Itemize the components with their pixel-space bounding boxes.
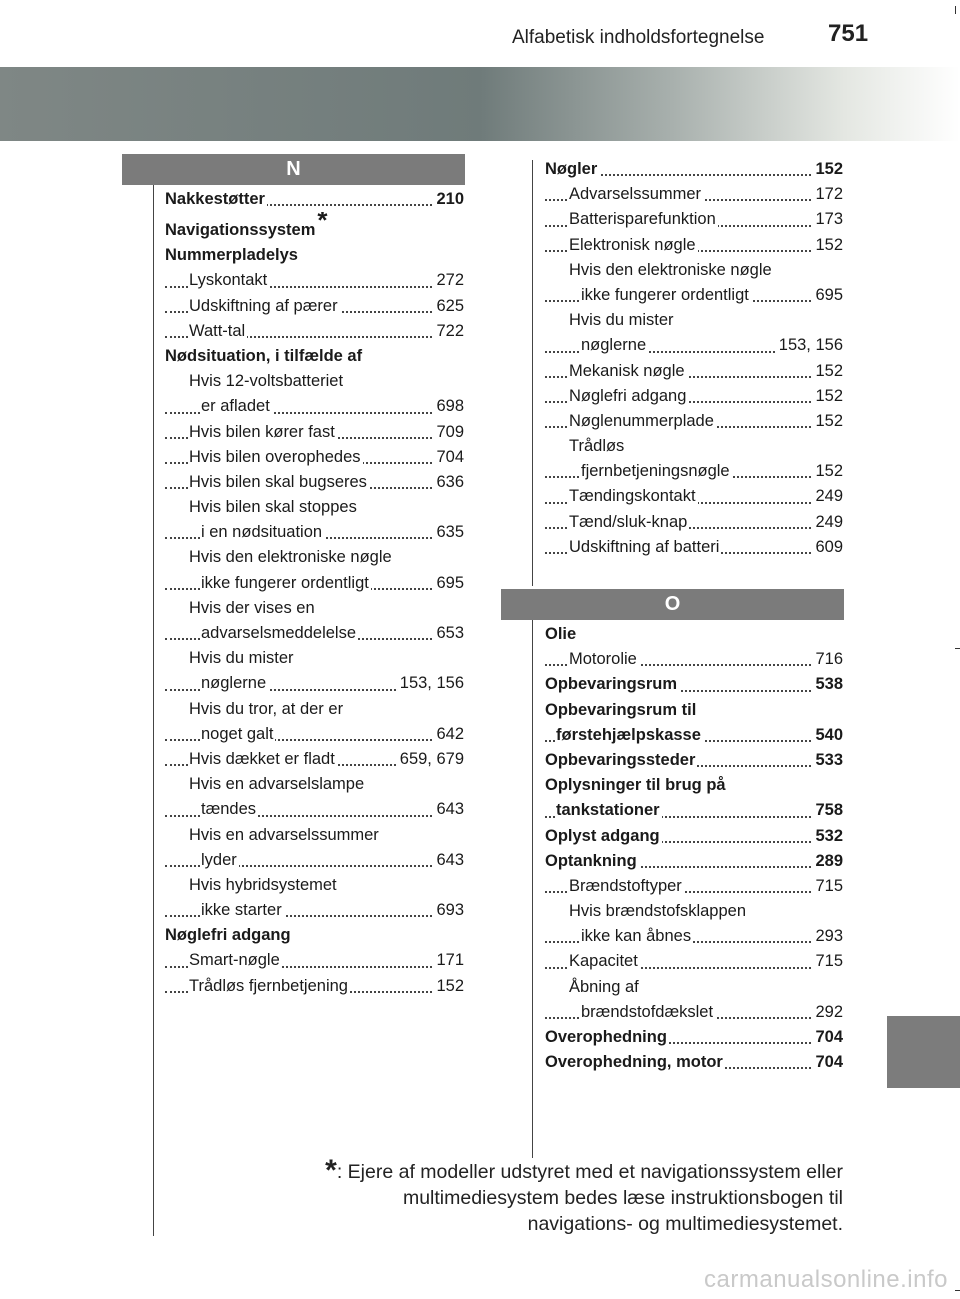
left-index-column xyxy=(165,187,464,999)
left-column-rule xyxy=(153,184,154,1236)
index-entry xyxy=(165,621,464,646)
index-entry xyxy=(545,484,843,509)
index-entry xyxy=(545,434,843,459)
index-entry-page: 172 xyxy=(813,182,843,207)
index-entry-label: Oplyst adgang xyxy=(545,826,660,845)
index-entry-label: noget galt xyxy=(201,724,274,743)
index-entry-label: Overophedning, motor xyxy=(545,1053,723,1072)
index-entry-page: 704 xyxy=(813,1025,843,1050)
index-entry xyxy=(545,622,843,647)
index-entry-page: 292 xyxy=(813,1000,843,1025)
index-entry xyxy=(165,294,464,319)
index-entry-page: 659, 679 xyxy=(398,747,464,772)
index-entry xyxy=(165,520,464,545)
index-entry-page: 152 xyxy=(813,233,843,258)
index-entry-label: tankstationer xyxy=(556,801,660,820)
index-entry xyxy=(545,233,843,258)
index-entry xyxy=(165,344,464,369)
index-entry xyxy=(545,647,843,672)
index-entry-label: Lyskontakt xyxy=(189,271,268,290)
index-entry-page: 152 xyxy=(813,384,843,409)
index-entry-page: 538 xyxy=(813,672,843,697)
index-entry xyxy=(165,974,464,999)
index-entry-page: 716 xyxy=(813,647,843,672)
index-entry-label: ikke starter xyxy=(201,901,282,920)
index-entry-label: ikke fungerer ordentligt xyxy=(201,573,369,592)
index-entry xyxy=(545,949,843,974)
index-entry-label: Kapacitet xyxy=(569,952,638,971)
footnote-marker: * xyxy=(317,212,328,236)
index-entry-label: Åbning af xyxy=(569,977,639,996)
right-index-column-o xyxy=(545,622,843,1075)
index-entry xyxy=(545,1025,843,1050)
index-entry-label: Hvis den elektroniske nøgle xyxy=(569,260,772,279)
index-entry-label: Hvis bilen kører fast xyxy=(189,422,335,441)
index-entry xyxy=(165,772,464,797)
index-entry xyxy=(165,898,464,923)
index-entry-page: 609 xyxy=(813,535,843,560)
index-entry-label: Tændingskontakt xyxy=(569,487,696,506)
index-entry-label: Opbevaringsrum til xyxy=(545,700,697,719)
index-entry xyxy=(545,409,843,434)
index-entry xyxy=(545,723,843,748)
index-entry-label: Hvis 12-voltsbatteriet xyxy=(189,372,344,391)
index-entry xyxy=(165,646,464,671)
index-entry-label: Hvis du mister xyxy=(189,649,294,668)
index-entry-page: 709 xyxy=(434,420,464,445)
index-entry-page: 153, 156 xyxy=(398,671,464,696)
index-entry xyxy=(165,596,464,621)
index-entry xyxy=(545,510,843,535)
index-entry xyxy=(545,748,843,773)
index-entry xyxy=(165,747,464,772)
index-entry-label: Smart-nøgle xyxy=(189,951,280,970)
index-entry xyxy=(165,848,464,873)
index-entry-label: Nøglenummerplade xyxy=(569,411,714,430)
index-entry xyxy=(545,333,843,358)
index-entry xyxy=(165,722,464,747)
index-entry-page: 210 xyxy=(434,187,464,212)
index-entry xyxy=(545,207,843,232)
index-entry xyxy=(545,535,843,560)
index-entry xyxy=(165,873,464,898)
index-entry-label: Opbevaringsrum xyxy=(545,675,678,694)
index-entry-page: 152 xyxy=(434,974,464,999)
index-entry-page: 625 xyxy=(434,294,464,319)
middle-column-rule-lower xyxy=(532,618,533,1158)
index-entry-label: Navigationssystem xyxy=(165,221,316,240)
index-entry-label: Optankning xyxy=(545,851,637,870)
index-entry xyxy=(165,268,464,293)
index-entry-page: 722 xyxy=(434,319,464,344)
page-header xyxy=(0,0,960,62)
index-entry-page: 272 xyxy=(434,268,464,293)
index-entry xyxy=(165,923,464,948)
index-entry-label: Hvis bilen skal stoppes xyxy=(189,498,357,517)
index-entry xyxy=(165,212,464,243)
index-entry-label: førstehjælpskasse xyxy=(556,725,701,744)
index-entry xyxy=(165,495,464,520)
index-entry-label: Hvis du tror, at der er xyxy=(189,699,344,718)
index-entry-label: Hvis brændstofsklappen xyxy=(569,902,747,921)
index-entry xyxy=(165,571,464,596)
index-entry xyxy=(545,1050,843,1075)
index-entry xyxy=(165,445,464,470)
index-entry xyxy=(545,849,843,874)
index-entry-label: Hvis den elektroniske nøgle xyxy=(189,548,392,567)
index-entry-page: 698 xyxy=(434,394,464,419)
index-entry-label: ikke kan åbnes xyxy=(581,927,692,946)
index-entry-label: nøglerne xyxy=(581,336,647,355)
index-entry-page: 695 xyxy=(813,283,843,308)
index-entry-label: Trådløs fjernbetjening xyxy=(189,976,348,995)
index-entry-page: 152 xyxy=(813,359,843,384)
index-entry-page: 532 xyxy=(813,824,843,849)
index-entry xyxy=(165,671,464,696)
crop-mark xyxy=(955,648,960,649)
index-entry-page: 653 xyxy=(434,621,464,646)
section-header-o: O xyxy=(501,589,844,620)
section-header-n: N xyxy=(122,154,465,185)
index-entry-label: Watt-tal xyxy=(189,321,246,340)
index-entry xyxy=(165,420,464,445)
index-entry-label: Nummerpladelys xyxy=(165,246,298,265)
index-entry-page: 635 xyxy=(434,520,464,545)
chapter-title: Alfabetisk indholdsfortegnelse xyxy=(512,27,765,48)
chapter-thumb-tab xyxy=(887,1016,960,1088)
index-entry xyxy=(165,369,464,394)
index-entry-label: Hvis hybridsystemet xyxy=(189,875,337,894)
index-entry xyxy=(165,545,464,570)
watermark: carmanualsonline.info xyxy=(704,1266,948,1293)
index-entry-label: Hvis en advarselslampe xyxy=(189,775,365,794)
index-entry-page: 643 xyxy=(434,848,464,873)
index-entry-page: 152 xyxy=(813,157,843,182)
index-entry-label: Batterisparefunktion xyxy=(569,210,716,229)
index-entry-page: 715 xyxy=(813,949,843,974)
index-entry xyxy=(545,1000,843,1025)
index-entry xyxy=(545,157,843,182)
index-entry-label: Nødsituation, i tilfælde af xyxy=(165,346,363,365)
index-entry-page: 289 xyxy=(813,849,843,874)
index-entry xyxy=(545,824,843,849)
index-entry xyxy=(545,384,843,409)
index-entry-label: advarselsmeddelelse xyxy=(201,624,357,642)
page-number: 751 xyxy=(828,20,869,47)
index-entry-label: Udskiftning af pærer xyxy=(189,296,338,315)
index-entry-label: Tænd/sluk-knap xyxy=(569,512,688,531)
index-entry-page: 293 xyxy=(813,924,843,949)
index-entry-page: 540 xyxy=(813,723,843,748)
index-entry xyxy=(165,948,464,973)
index-entry-label: Oplysninger til brug på xyxy=(545,776,726,795)
index-entry xyxy=(165,319,464,344)
index-entry-page: 171 xyxy=(434,948,464,973)
index-entry-label: Nakkestøtter xyxy=(165,190,265,208)
header-banner xyxy=(0,67,960,141)
index-entry-label: Nøglefri adgang xyxy=(165,926,291,945)
index-entry-label: Nøgler xyxy=(545,160,598,178)
index-entry-page: 173 xyxy=(813,207,843,232)
index-entry-label: Mekanisk nøgle xyxy=(569,361,685,380)
middle-column-rule xyxy=(532,160,533,586)
index-entry-page: 715 xyxy=(813,874,843,899)
index-entry-label: Hvis bilen skal bugseres xyxy=(189,472,367,491)
index-entry-label: brændstofdækslet xyxy=(581,1002,714,1021)
index-entry-label: Udskiftning af batteri xyxy=(569,537,720,556)
index-entry xyxy=(545,283,843,308)
index-entry xyxy=(165,243,464,268)
index-entry xyxy=(165,823,464,848)
index-entry-page: 636 xyxy=(434,470,464,495)
index-entry-page: 643 xyxy=(434,797,464,822)
index-entry xyxy=(545,975,843,1000)
crop-mark xyxy=(955,1290,960,1291)
index-entry xyxy=(165,187,464,212)
index-entry-label: lyder xyxy=(201,850,237,869)
index-entry-page: 695 xyxy=(434,571,464,596)
index-entry-label: tændes xyxy=(201,800,257,819)
index-entry-page: 153, 156 xyxy=(777,333,843,358)
index-entry xyxy=(165,697,464,722)
index-entry-page: 152 xyxy=(813,459,843,484)
index-entry-label: ikke fungerer ordentligt xyxy=(581,285,749,304)
index-entry-label: nøglerne xyxy=(201,674,267,693)
index-entry xyxy=(545,698,843,723)
index-entry-page: 152 xyxy=(813,409,843,434)
index-entry-label: Advarselssummer xyxy=(569,185,702,204)
index-entry-label: Olie xyxy=(545,625,577,643)
index-entry-label: Nøglefri adgang xyxy=(569,386,687,405)
index-entry xyxy=(545,459,843,484)
index-entry-label: i en nødsituation xyxy=(201,523,323,542)
index-entry xyxy=(545,798,843,823)
footnote-line-2: multimediesystem bedes læse instruktionsbogen til xyxy=(402,1187,843,1209)
index-entry xyxy=(165,394,464,419)
index-entry-label: Opbevaringssteder xyxy=(545,750,696,769)
index-entry-page: 642 xyxy=(434,722,464,747)
index-entry-label: Trådløs xyxy=(569,437,625,456)
index-entry-label: Hvis der vises en xyxy=(189,598,315,617)
index-entry-label: Motorolie xyxy=(569,650,637,669)
footnote xyxy=(243,1154,843,1237)
index-entry xyxy=(545,359,843,384)
index-entry-page: 704 xyxy=(813,1050,843,1075)
index-entry-page: 249 xyxy=(813,484,843,509)
index-entry-page: 533 xyxy=(813,748,843,773)
index-entry-label: er afladet xyxy=(201,397,270,416)
index-entry-label: Overophedning xyxy=(545,1028,667,1046)
index-entry xyxy=(165,470,464,495)
footnote-line-3: navigations- og multimediesystemet. xyxy=(527,1213,843,1235)
index-entry xyxy=(545,182,843,207)
index-entry xyxy=(545,258,843,283)
index-entry-label: fjernbetjeningsnøgle xyxy=(581,462,730,481)
index-entry xyxy=(545,773,843,798)
index-entry-label: Hvis dækket er fladt xyxy=(189,749,335,768)
index-entry-label: Hvis en advarselssummer xyxy=(189,825,379,844)
crop-mark xyxy=(955,6,956,14)
index-entry xyxy=(545,874,843,899)
index-entry-page: 758 xyxy=(813,798,843,823)
index-entry-label: Hvis bilen overophedes xyxy=(189,447,361,466)
index-entry xyxy=(545,672,843,697)
index-entry-page: 693 xyxy=(434,898,464,923)
index-entry xyxy=(165,797,464,822)
footnote-line-1: : Ejere af modeller udstyret med et navigationssystem eller xyxy=(336,1161,843,1183)
right-index-column-n xyxy=(545,157,843,560)
index-entry xyxy=(545,308,843,333)
index-entry xyxy=(545,899,843,924)
footnote-star: * xyxy=(325,1154,337,1187)
index-entry-label: Brændstoftyper xyxy=(569,876,682,895)
index-entry-page: 249 xyxy=(813,510,843,535)
index-entry-label: Hvis du mister xyxy=(569,311,674,330)
index-entry xyxy=(545,924,843,949)
index-entry-page: 704 xyxy=(434,445,464,470)
index-entry-label: Elektronisk nøgle xyxy=(569,235,696,254)
